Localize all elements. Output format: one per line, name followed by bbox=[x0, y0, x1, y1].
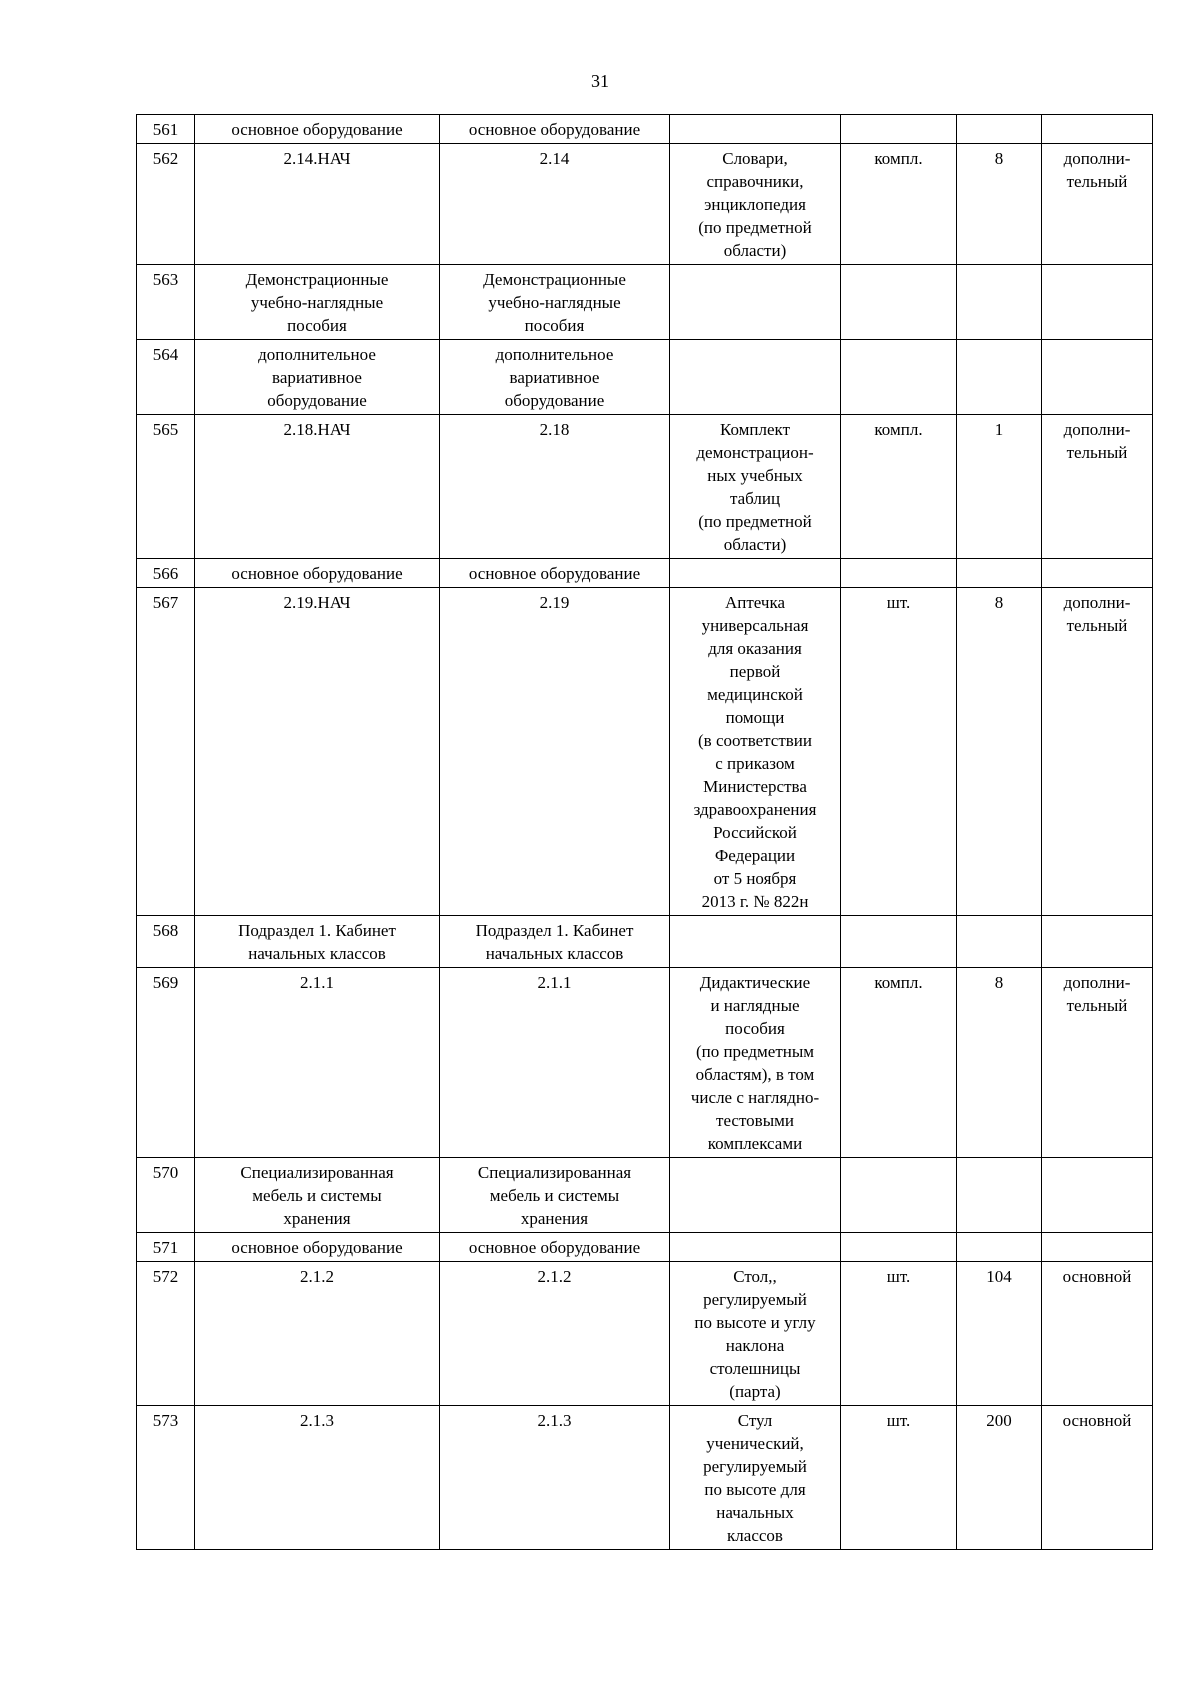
quantity-cell: 200 bbox=[957, 1406, 1042, 1550]
equipment-type-cell: дополни- тельный bbox=[1042, 144, 1153, 265]
table-row bbox=[137, 968, 1153, 1158]
quantity-cell bbox=[957, 115, 1042, 144]
item-name-cell bbox=[670, 265, 841, 340]
quantity-cell bbox=[957, 916, 1042, 968]
equipment-type-cell bbox=[1042, 340, 1153, 415]
subcode-cell: 2.18 bbox=[440, 415, 670, 559]
code-cell: 2.19.НАЧ bbox=[195, 588, 440, 916]
quantity-cell: 8 bbox=[957, 144, 1042, 265]
equipment-type-cell bbox=[1042, 916, 1153, 968]
equipment-type-cell bbox=[1042, 559, 1153, 588]
quantity-cell bbox=[957, 1233, 1042, 1262]
unit-cell: шт. bbox=[841, 1262, 957, 1406]
subcode-cell: 2.1.1 bbox=[440, 968, 670, 1158]
equipment-type-cell bbox=[1042, 1233, 1153, 1262]
table-row bbox=[137, 588, 1153, 916]
table-row bbox=[137, 415, 1153, 559]
row-number-cell: 568 bbox=[137, 916, 195, 968]
table-row bbox=[137, 340, 1153, 415]
code-cell: Специализированная мебель и системы хранения bbox=[195, 1158, 440, 1233]
code-cell: Подраздел 1. Кабинет начальных классов bbox=[195, 916, 440, 968]
equipment-type-cell bbox=[1042, 265, 1153, 340]
unit-cell: шт. bbox=[841, 588, 957, 916]
row-number-cell: 569 bbox=[137, 968, 195, 1158]
item-name-cell bbox=[670, 115, 841, 144]
quantity-cell: 1 bbox=[957, 415, 1042, 559]
subcode-cell: 2.19 bbox=[440, 588, 670, 916]
code-cell: дополнительное вариативное оборудование bbox=[195, 340, 440, 415]
quantity-cell: 8 bbox=[957, 588, 1042, 916]
table-row bbox=[137, 1233, 1153, 1262]
row-number-cell: 570 bbox=[137, 1158, 195, 1233]
quantity-cell: 8 bbox=[957, 968, 1042, 1158]
subcode-cell: Подраздел 1. Кабинет начальных классов bbox=[440, 916, 670, 968]
quantity-cell bbox=[957, 1158, 1042, 1233]
row-number-cell: 562 bbox=[137, 144, 195, 265]
item-name-cell bbox=[670, 916, 841, 968]
code-cell: основное оборудование bbox=[195, 1233, 440, 1262]
item-name-cell: Стул ученический, регулируемый по высоте для начальных классов bbox=[670, 1406, 841, 1550]
row-number-cell: 566 bbox=[137, 559, 195, 588]
equipment-type-cell: дополни- тельный bbox=[1042, 588, 1153, 916]
unit-cell bbox=[841, 559, 957, 588]
subcode-cell: 2.1.2 bbox=[440, 1262, 670, 1406]
quantity-cell bbox=[957, 559, 1042, 588]
code-cell: основное оборудование bbox=[195, 559, 440, 588]
table-body bbox=[137, 115, 1153, 1550]
quantity-cell bbox=[957, 340, 1042, 415]
item-name-cell: Стол,, регулируемый по высоте и углу наклона столешницы (парта) bbox=[670, 1262, 841, 1406]
row-number-cell: 565 bbox=[137, 415, 195, 559]
table-row bbox=[137, 559, 1153, 588]
equipment-type-cell bbox=[1042, 1158, 1153, 1233]
equipment-type-cell: дополни- тельный bbox=[1042, 968, 1153, 1158]
table-row bbox=[137, 1158, 1153, 1233]
code-cell: 2.14.НАЧ bbox=[195, 144, 440, 265]
subcode-cell: 2.14 bbox=[440, 144, 670, 265]
code-cell: 2.18.НАЧ bbox=[195, 415, 440, 559]
equipment-type-cell: основной bbox=[1042, 1262, 1153, 1406]
unit-cell: шт. bbox=[841, 1406, 957, 1550]
table-row bbox=[137, 144, 1153, 265]
unit-cell bbox=[841, 265, 957, 340]
code-cell: 2.1.2 bbox=[195, 1262, 440, 1406]
subcode-cell: основное оборудование bbox=[440, 115, 670, 144]
row-number-cell: 571 bbox=[137, 1233, 195, 1262]
subcode-cell: 2.1.3 bbox=[440, 1406, 670, 1550]
item-name-cell: Словари, справочники, энциклопедия (по предметной области) bbox=[670, 144, 841, 265]
unit-cell bbox=[841, 115, 957, 144]
item-name-cell bbox=[670, 559, 841, 588]
row-number-cell: 573 bbox=[137, 1406, 195, 1550]
unit-cell bbox=[841, 340, 957, 415]
unit-cell: компл. bbox=[841, 968, 957, 1158]
table-row bbox=[137, 1262, 1153, 1406]
equipment-type-cell: основной bbox=[1042, 1406, 1153, 1550]
page-number: 31 bbox=[591, 71, 609, 91]
unit-cell bbox=[841, 1158, 957, 1233]
unit-cell: компл. bbox=[841, 144, 957, 265]
table-row bbox=[137, 115, 1153, 144]
item-name-cell: Дидактические и наглядные пособия (по предметным областям), в том числе с наглядно- тестовыми комплексами bbox=[670, 968, 841, 1158]
row-number-cell: 563 bbox=[137, 265, 195, 340]
quantity-cell bbox=[957, 265, 1042, 340]
code-cell: 2.1.1 bbox=[195, 968, 440, 1158]
table-row bbox=[137, 1406, 1153, 1550]
item-name-cell bbox=[670, 340, 841, 415]
item-name-cell bbox=[670, 1233, 841, 1262]
subcode-cell: дополнительное вариативное оборудование bbox=[440, 340, 670, 415]
item-name-cell bbox=[670, 1158, 841, 1233]
table-row bbox=[137, 916, 1153, 968]
unit-cell: компл. bbox=[841, 415, 957, 559]
equipment-table bbox=[136, 114, 1153, 1550]
unit-cell bbox=[841, 916, 957, 968]
unit-cell bbox=[841, 1233, 957, 1262]
quantity-cell: 104 bbox=[957, 1262, 1042, 1406]
row-number-cell: 567 bbox=[137, 588, 195, 916]
code-cell: 2.1.3 bbox=[195, 1406, 440, 1550]
item-name-cell: Комплект демонстрацион- ных учебных таблиц (по предметной области) bbox=[670, 415, 841, 559]
row-number-cell: 561 bbox=[137, 115, 195, 144]
subcode-cell: Специализированная мебель и системы хранения bbox=[440, 1158, 670, 1233]
subcode-cell: основное оборудование bbox=[440, 1233, 670, 1262]
row-number-cell: 572 bbox=[137, 1262, 195, 1406]
table-row bbox=[137, 265, 1153, 340]
item-name-cell: Аптечка универсальная для оказания первой медицинской помощи (в соответствии с приказом Министерства здравоохранения Российской Федерации от 5 ноября 2013 г. № 822н bbox=[670, 588, 841, 916]
row-number-cell: 564 bbox=[137, 340, 195, 415]
equipment-type-cell: дополни- тельный bbox=[1042, 415, 1153, 559]
code-cell: Демонстрационные учебно-наглядные пособия bbox=[195, 265, 440, 340]
equipment-type-cell bbox=[1042, 115, 1153, 144]
subcode-cell: Демонстрационные учебно-наглядные пособия bbox=[440, 265, 670, 340]
subcode-cell: основное оборудование bbox=[440, 559, 670, 588]
code-cell: основное оборудование bbox=[195, 115, 440, 144]
